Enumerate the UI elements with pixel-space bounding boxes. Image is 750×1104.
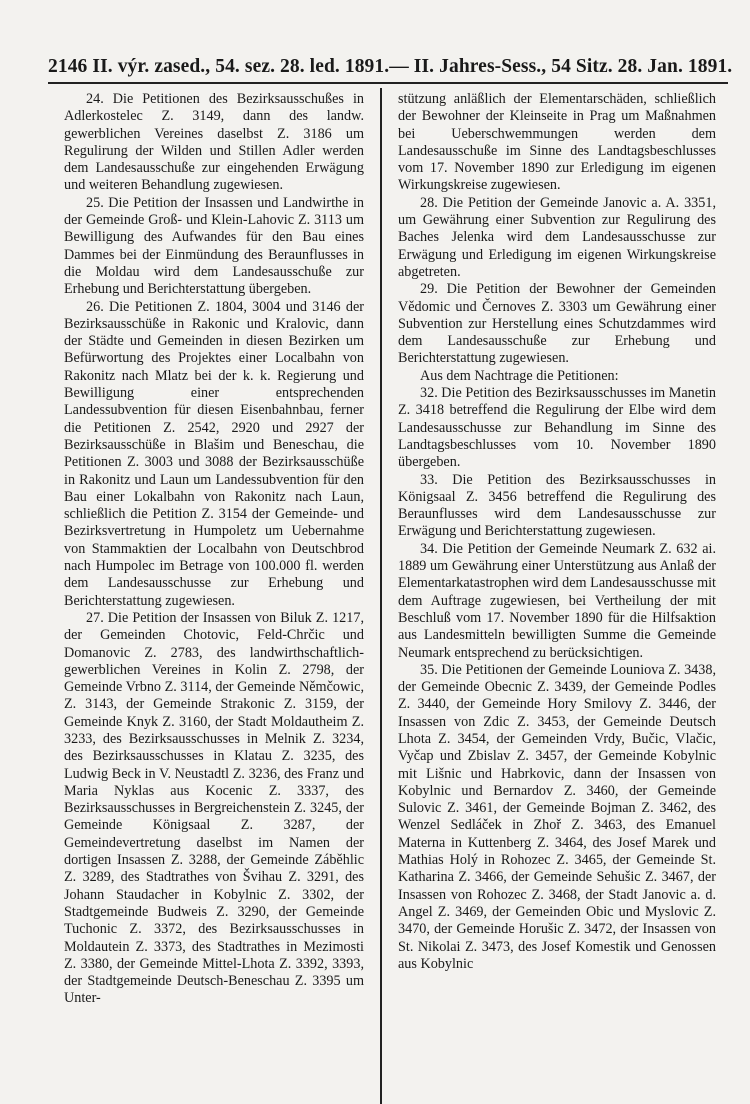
right-column <box>398 91 716 1091</box>
header-rule <box>48 82 728 84</box>
paragraph-28: 28. Die Petition der Gemeinde Janovic a. A. 3351, um Gewährung einer Subvention zur Regulirung des Baches Jelenka wird dem Landesausschusse zur Erwägung und Erledigung im eigenen Wirkungskreise abgetreten. <box>398 194 716 280</box>
supplement-heading: Aus dem Nachtrage die Petitionen: <box>420 367 619 384</box>
paragraph-25: 25. Die Petition der Insassen und Landwirthe in der Gemeinde Groß- und Klein-Lahovic Z. 3113 um Bewilligung des Aufwandes für den Bau eines Dammes bei der Einmündung des Beraunflusses in die Moldau wird dem Landesausschuße zur Erhebung und Berichterstattung übergeben. <box>64 194 364 298</box>
paragraph-27: 27. Die Petition der Insassen von Biluk Z. 1217, der Gemeinden Chotovic, Feld-Chrčic und Domanovic Z. 2783, des landwirthschaftlich-gewerblichen Vereines in Kolin Z. 2798, der Gemeinde Vrbno Z. 3114, der Gemeinde Němčowic, Z. 3143, der Gemeinde Strakonic Z. 3159, der Gemeinde Knyk Z. 3160, der Stadt Moldautheim Z. 3233, des Bezirksausschusses in Melnik Z. 3234, des Bezirksausschusses in Klatau Z. 3235, des Ludwig Beck in V. Neustadtl Z. 3236, des Franz und Maria Nyklas aus Kocenic Z. 3337, des Bezirksausschusses in Bergreichenstein Z. 3245, der Gemeinde Königsaal Z. 3287, der Gemeindevertretung daselbst im Namen der dortigen Insassen Z. 3288, der Gemeinde Záběhlic Z. 3289, des Stadtrathes von Švihau Z. 3291, des Johann Staudacher in Kobylnic Z. 3302, der Stadtgemeinde Budweis Z. 3290, der Gemeinde Tuchonic Z. 3372, des Bezirksausschusses in Moldautein Z. 3373, des Stadtrathes in Mezimosti Z. 3380, der Gemeinde Mittel-Lhota Z. 3392, 3393, der Stadtgemeinde Deutsch-Beneschau Z. 3395 um Unter- <box>64 609 364 1007</box>
paragraph-35: 35. Die Petitionen der Gemeinde Louniova Z. 3438, der Gemeinde Obecnic Z. 3439, der Gemeinde Podles Z. 3440, der Gemeinde Hory Smilovy Z. 3446, der Insassen von Zdic Z. 3453, der Gemeinde Deutsch Lhota Z. 3454, der Gemeinden Vrdy, Bučic, Vlačic, Vyčap und Zbislav Z. 3457, der Gemeinde Kobylnic mit Lišnic und Habrkovic, dann der Insassen von Kobylnic und Bernardov Z. 3460, der Gemeinde Sulovic Z. 3461, der Gemeinde Bojman Z. 3462, des Wenzel Sedláček in Zhoř Z. 3463, des Emanuel Materna in Kuttenberg Z. 3464, des Josef Marek und Mathias Holý in Rohozec Z. 3465, der Gemeinde St. Katharina Z. 3466, der Gemeinde Sehušic Z. 3467, der Insassen von Rohozec Z. 3468, der Stadt Janovic a. d. Angel Z. 3469, der Gemeinden Obic und Myslovic Z. 3470, der Gemeinde Horušic Z. 3472, der Insassen von St. Nikolai Z. 3473, des Josef Komestik und Genossen aus Kobylnic <box>398 661 716 972</box>
paragraph-33: 33. Die Petition des Bezirksausschusses in Königsaal Z. 3456 betreffend die Regulirung des Beraunflusses wird dem Landesausschusse zur Erwägung und Berichterstattung zugewiesen. <box>398 471 716 540</box>
page-header <box>48 44 733 78</box>
column-divider <box>380 88 382 1104</box>
paragraph-24: 24. Die Petitionen des Bezirksausschußes in Adlerkostelec Z. 3149, dann des landw. gewerblichen Vereines daselbst Z. 3186 um Regulirung der Wilden und Stillen Adler werden dem Landesausschuße zur eingehenden Erwägung und weiteren Behandlung zugewiesen. <box>64 91 364 194</box>
paragraph-29: 29. Die Petition der Bewohner der Gemeinden Vědomic und Černoves Z. 3303 um Gewährung einer Subvention zur Herstellung eines Schutzdammes wird dem Landesausschuße zur Erhebung und Berichterstattung zugewiesen. <box>398 281 716 367</box>
paragraph-26: 26. Die Petitionen Z. 1804, 3004 und 3146 der Bezirksausschüße in Rakonic und Kralovic, dann der Städte und Gemeinden in diesen Bezirken um Befürwortung des Projektes einer Localbahn von Rakonitz nach Mlatz bei der k. k. Regierung und Bewilligung einer entsprechenden Landessubvention für diesen Eisenbahnbau, ferner die Petitionen Z. 2542, 2920 und 2927 der Bezirksausschüße in Blašim und Beneschau, die Petitionen Z. 3003 und 3088 der Bezirksausschüße in Rakonitz und Laun um Landessubvention für den Bau einer Lokalbahn von Rakonitz nach Laun, schließlich die Petition Z. 3154 der Gemeinde- und Bezirksvertretung in Humpoletz um Uebernahme von Stammaktien der Localbahn von Deutschbrod nach Humpolec im Betrage von 100.000 fl. werden dem Landesausschusse zur Erhebung und Berichterstattung zugewiesen. <box>64 298 364 609</box>
header-czech: 2146 II. výr. zased., 54. sez. 28. led. 1891. <box>48 56 390 77</box>
paragraph-27-continued: stützung anläßlich der Elementarschäden, schließlich der Bewohner der Kleinseite in Prag um Maßnahmen bei Ueberschwemmungen werden dem Landesausschuße im Sinne des Landtagsbeschlusses vom 17. November 1890 zur Erledigung im eigenen Wirkungskreise zugewiesen. <box>398 91 716 194</box>
paragraph-32: 32. Die Petition des Bezirksausschusses im Manetin Z. 3418 betreffend die Regulirung der Elbe wird dem Landesausschusse zur Behandlung im Sinne des Landtagsbeschlusses vom 10. November 1890 übergeben. <box>398 385 716 471</box>
left-column <box>64 91 364 1091</box>
header-german: — II. Jahres-Sess., 54 Sitz. 28. Jan. 1891. <box>389 56 733 77</box>
paragraph-34: 34. Die Petition der Gemeinde Neumark Z. 632 ai. 1889 um Gewährung einer Unterstützung aus Anlaß der Elementarkatastrophen wird dem Landesausschusse mit dem Auftrage zugewiesen, bei Vertheilung der mit Beschluß vom 17. November 1890 für die Hilfsaktion aus Landesmitteln bewilligten Summe die Gemeinde Neumark entsprechend zu berücksichtigen. <box>398 540 716 661</box>
